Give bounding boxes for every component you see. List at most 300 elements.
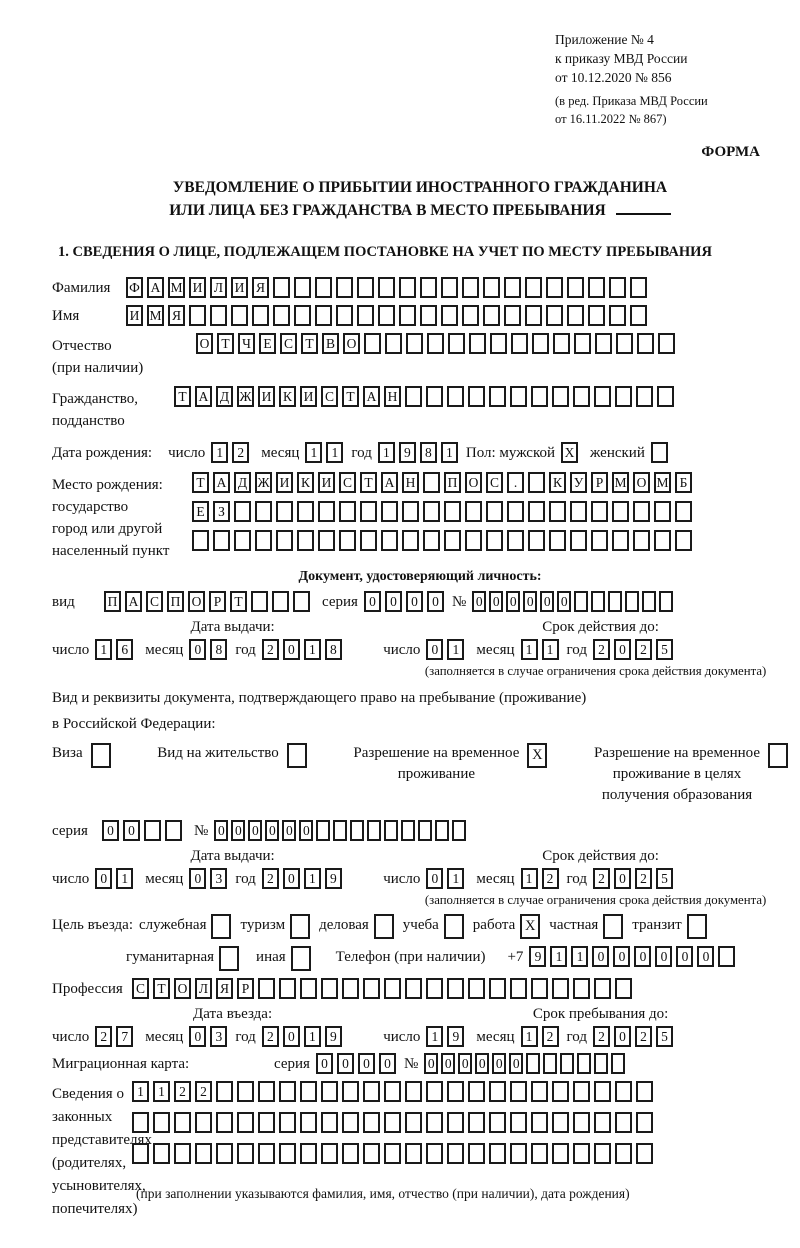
form-cell[interactable] <box>553 333 570 354</box>
form-cell[interactable]: О <box>196 333 213 354</box>
form-cell[interactable] <box>525 305 542 326</box>
form-cell[interactable] <box>594 386 611 407</box>
form-cell[interactable]: 2 <box>95 1026 112 1047</box>
form-cell[interactable]: 0 <box>427 591 444 612</box>
form-cell[interactable]: Т <box>153 978 170 999</box>
form-cell[interactable]: Н <box>402 472 419 493</box>
form-cell[interactable]: 0 <box>231 820 245 841</box>
form-cell[interactable]: П <box>444 472 461 493</box>
form-cell[interactable] <box>318 530 335 551</box>
form-cell[interactable] <box>384 1112 401 1133</box>
form-cell[interactable] <box>468 386 485 407</box>
form-cell[interactable] <box>273 277 290 298</box>
form-cell[interactable] <box>339 530 356 551</box>
form-cell[interactable]: С <box>146 591 163 612</box>
form-cell[interactable] <box>489 386 506 407</box>
form-cell[interactable] <box>435 820 449 841</box>
form-cell[interactable]: 0 <box>676 946 693 967</box>
form-cell[interactable] <box>625 591 639 612</box>
form-cell[interactable]: 0 <box>95 868 112 889</box>
form-cell[interactable] <box>552 1143 569 1164</box>
form-cell[interactable] <box>273 305 290 326</box>
form-cell[interactable] <box>657 386 674 407</box>
form-cell[interactable]: 0 <box>364 591 381 612</box>
form-cell[interactable] <box>546 277 563 298</box>
form-cell[interactable]: 1 <box>550 946 567 967</box>
form-cell[interactable] <box>637 333 654 354</box>
form-cell[interactable] <box>444 501 461 522</box>
form-cell[interactable]: . <box>507 472 524 493</box>
form-cell[interactable]: X <box>527 743 547 768</box>
form-cell[interactable]: И <box>231 277 248 298</box>
form-cell[interactable]: 0 <box>189 639 206 660</box>
form-cell[interactable]: Р <box>591 472 608 493</box>
form-cell[interactable] <box>402 501 419 522</box>
form-cell[interactable] <box>384 820 398 841</box>
form-cell[interactable] <box>483 277 500 298</box>
form-cell[interactable]: Я <box>216 978 233 999</box>
form-cell[interactable] <box>441 277 458 298</box>
form-cell[interactable]: 0 <box>282 820 296 841</box>
form-cell[interactable]: Т <box>360 472 377 493</box>
form-cell[interactable] <box>174 1143 191 1164</box>
form-cell[interactable]: Т <box>230 591 247 612</box>
form-cell[interactable]: К <box>279 386 296 407</box>
form-cell[interactable]: 0 <box>299 820 313 841</box>
form-cell[interactable]: 8 <box>420 442 437 463</box>
form-cell[interactable]: С <box>280 333 297 354</box>
form-cell[interactable]: И <box>189 277 206 298</box>
form-cell[interactable]: 0 <box>337 1053 354 1074</box>
form-cell[interactable]: 2 <box>542 868 559 889</box>
form-cell[interactable]: X <box>561 442 578 463</box>
form-cell[interactable]: 5 <box>656 868 673 889</box>
form-cell[interactable] <box>378 305 395 326</box>
form-cell[interactable] <box>255 501 272 522</box>
form-cell[interactable] <box>507 530 524 551</box>
form-cell[interactable]: 0 <box>189 868 206 889</box>
form-cell[interactable]: 0 <box>557 591 571 612</box>
form-cell[interactable] <box>195 1112 212 1133</box>
form-cell[interactable] <box>210 305 227 326</box>
form-cell[interactable]: 2 <box>195 1081 212 1102</box>
form-cell[interactable]: 0 <box>614 1026 631 1047</box>
form-cell[interactable]: Ф <box>126 277 143 298</box>
form-cell[interactable] <box>510 978 527 999</box>
form-cell[interactable]: 1 <box>132 1081 149 1102</box>
form-cell[interactable]: 1 <box>305 442 322 463</box>
form-cell[interactable] <box>718 946 735 967</box>
form-cell[interactable]: Т <box>301 333 318 354</box>
form-cell[interactable] <box>659 591 673 612</box>
form-cell[interactable]: А <box>363 386 380 407</box>
form-cell[interactable]: С <box>486 472 503 493</box>
form-cell[interactable]: 0 <box>406 591 423 612</box>
form-cell[interactable] <box>630 305 647 326</box>
form-cell[interactable] <box>630 277 647 298</box>
form-cell[interactable] <box>615 386 632 407</box>
form-cell[interactable]: А <box>381 472 398 493</box>
form-cell[interactable]: Н <box>384 386 401 407</box>
form-cell[interactable] <box>423 472 440 493</box>
form-cell[interactable] <box>525 277 542 298</box>
form-cell[interactable] <box>510 1081 527 1102</box>
form-cell[interactable] <box>216 1081 233 1102</box>
form-cell[interactable]: А <box>195 386 212 407</box>
form-cell[interactable]: 1 <box>447 639 464 660</box>
form-cell[interactable] <box>336 305 353 326</box>
form-cell[interactable]: 9 <box>325 868 342 889</box>
form-cell[interactable] <box>594 1053 608 1074</box>
form-cell[interactable] <box>465 530 482 551</box>
form-cell[interactable] <box>342 1112 359 1133</box>
form-cell[interactable] <box>574 333 591 354</box>
form-cell[interactable] <box>615 1081 632 1102</box>
form-cell[interactable] <box>237 1112 254 1133</box>
form-cell[interactable] <box>357 305 374 326</box>
form-cell[interactable] <box>528 501 545 522</box>
form-cell[interactable]: И <box>300 386 317 407</box>
form-cell[interactable] <box>321 1143 338 1164</box>
form-cell[interactable]: 0 <box>634 946 651 967</box>
form-cell[interactable] <box>402 530 419 551</box>
form-cell[interactable]: 1 <box>441 442 458 463</box>
form-cell[interactable] <box>342 1143 359 1164</box>
form-cell[interactable]: 1 <box>426 1026 443 1047</box>
form-cell[interactable] <box>258 1112 275 1133</box>
form-cell[interactable] <box>468 1112 485 1133</box>
form-cell[interactable] <box>219 946 239 971</box>
form-cell[interactable] <box>609 305 626 326</box>
form-cell[interactable] <box>447 1143 464 1164</box>
form-cell[interactable] <box>531 386 548 407</box>
form-cell[interactable] <box>768 743 788 768</box>
form-cell[interactable] <box>426 1143 443 1164</box>
form-cell[interactable] <box>342 1081 359 1102</box>
form-cell[interactable] <box>570 530 587 551</box>
form-cell[interactable] <box>384 1081 401 1102</box>
form-cell[interactable] <box>528 472 545 493</box>
form-cell[interactable] <box>237 1081 254 1102</box>
form-cell[interactable]: 1 <box>304 639 321 660</box>
form-cell[interactable] <box>279 1081 296 1102</box>
form-cell[interactable] <box>237 1143 254 1164</box>
form-cell[interactable]: Ж <box>255 472 272 493</box>
form-cell[interactable]: 0 <box>379 1053 396 1074</box>
form-cell[interactable]: 2 <box>593 868 610 889</box>
form-cell[interactable] <box>465 501 482 522</box>
form-cell[interactable] <box>297 530 314 551</box>
form-cell[interactable] <box>654 501 671 522</box>
form-cell[interactable] <box>616 333 633 354</box>
form-cell[interactable] <box>339 501 356 522</box>
form-cell[interactable] <box>560 1053 574 1074</box>
form-cell[interactable] <box>504 305 521 326</box>
form-cell[interactable]: 3 <box>210 1026 227 1047</box>
form-cell[interactable]: 1 <box>521 639 538 660</box>
form-cell[interactable] <box>594 1143 611 1164</box>
form-cell[interactable] <box>132 1112 149 1133</box>
form-cell[interactable] <box>532 333 549 354</box>
form-cell[interactable] <box>549 530 566 551</box>
form-cell[interactable]: Р <box>209 591 226 612</box>
form-cell[interactable] <box>258 1143 275 1164</box>
form-cell[interactable] <box>675 530 692 551</box>
form-cell[interactable]: С <box>132 978 149 999</box>
form-cell[interactable] <box>426 1112 443 1133</box>
form-cell[interactable]: 0 <box>426 868 443 889</box>
form-cell[interactable] <box>489 978 506 999</box>
form-cell[interactable]: 0 <box>426 639 443 660</box>
form-cell[interactable]: 0 <box>316 1053 333 1074</box>
form-cell[interactable] <box>211 914 231 939</box>
form-cell[interactable] <box>279 1143 296 1164</box>
form-cell[interactable]: 0 <box>189 1026 206 1047</box>
form-cell[interactable] <box>384 1143 401 1164</box>
form-cell[interactable] <box>192 530 209 551</box>
form-cell[interactable] <box>615 978 632 999</box>
form-cell[interactable]: 0 <box>123 820 140 841</box>
form-cell[interactable] <box>531 1143 548 1164</box>
form-cell[interactable] <box>642 591 656 612</box>
form-cell[interactable] <box>258 978 275 999</box>
form-cell[interactable] <box>385 333 402 354</box>
form-cell[interactable] <box>591 530 608 551</box>
form-cell[interactable] <box>510 386 527 407</box>
form-cell[interactable] <box>654 530 671 551</box>
form-cell[interactable] <box>549 501 566 522</box>
form-cell[interactable] <box>315 305 332 326</box>
form-cell[interactable] <box>287 743 307 768</box>
form-cell[interactable] <box>426 978 443 999</box>
form-cell[interactable] <box>511 333 528 354</box>
form-cell[interactable]: 1 <box>304 868 321 889</box>
form-cell[interactable]: Т <box>174 386 191 407</box>
form-cell[interactable]: 2 <box>174 1081 191 1102</box>
form-cell[interactable]: Т <box>192 472 209 493</box>
form-cell[interactable] <box>594 1081 611 1102</box>
form-cell[interactable]: 0 <box>475 1053 489 1074</box>
form-cell[interactable] <box>216 1143 233 1164</box>
form-cell[interactable] <box>374 914 394 939</box>
form-cell[interactable] <box>291 946 311 971</box>
form-cell[interactable]: 2 <box>542 1026 559 1047</box>
form-cell[interactable] <box>469 333 486 354</box>
form-cell[interactable] <box>321 1081 338 1102</box>
form-cell[interactable] <box>573 386 590 407</box>
form-cell[interactable]: 8 <box>325 639 342 660</box>
form-cell[interactable]: 2 <box>232 442 249 463</box>
form-cell[interactable] <box>318 501 335 522</box>
form-cell[interactable] <box>420 277 437 298</box>
form-cell[interactable] <box>426 386 443 407</box>
form-cell[interactable]: 1 <box>521 1026 538 1047</box>
form-cell[interactable] <box>452 820 466 841</box>
form-cell[interactable]: И <box>126 305 143 326</box>
form-cell[interactable] <box>468 1081 485 1102</box>
form-cell[interactable] <box>300 1081 317 1102</box>
form-cell[interactable]: 1 <box>211 442 228 463</box>
form-cell[interactable] <box>367 820 381 841</box>
form-cell[interactable] <box>651 442 668 463</box>
form-cell[interactable] <box>294 277 311 298</box>
form-cell[interactable] <box>552 1081 569 1102</box>
form-cell[interactable] <box>636 1081 653 1102</box>
form-cell[interactable] <box>144 820 161 841</box>
form-cell[interactable] <box>636 386 653 407</box>
form-cell[interactable]: 1 <box>447 868 464 889</box>
form-cell[interactable] <box>595 333 612 354</box>
form-cell[interactable]: 2 <box>635 639 652 660</box>
form-cell[interactable]: 0 <box>614 868 631 889</box>
form-cell[interactable] <box>447 1112 464 1133</box>
form-cell[interactable] <box>490 333 507 354</box>
form-cell[interactable] <box>300 978 317 999</box>
form-cell[interactable]: 9 <box>325 1026 342 1047</box>
form-cell[interactable]: 1 <box>326 442 343 463</box>
form-cell[interactable]: К <box>549 472 566 493</box>
form-cell[interactable] <box>336 277 353 298</box>
form-cell[interactable] <box>603 914 623 939</box>
form-cell[interactable]: Ж <box>237 386 254 407</box>
form-cell[interactable]: Е <box>192 501 209 522</box>
form-cell[interactable]: Я <box>252 277 269 298</box>
form-cell[interactable] <box>399 277 416 298</box>
form-cell[interactable]: 0 <box>655 946 672 967</box>
form-cell[interactable]: И <box>318 472 335 493</box>
form-cell[interactable] <box>405 1112 422 1133</box>
form-cell[interactable] <box>426 1081 443 1102</box>
form-cell[interactable] <box>612 501 629 522</box>
form-cell[interactable]: 6 <box>116 639 133 660</box>
form-cell[interactable] <box>423 501 440 522</box>
form-cell[interactable] <box>350 820 364 841</box>
form-cell[interactable] <box>633 530 650 551</box>
form-cell[interactable]: 0 <box>265 820 279 841</box>
form-cell[interactable] <box>174 1112 191 1133</box>
form-cell[interactable]: Л <box>210 277 227 298</box>
form-cell[interactable] <box>489 1112 506 1133</box>
form-cell[interactable] <box>364 333 381 354</box>
form-cell[interactable] <box>363 1081 380 1102</box>
form-cell[interactable]: 0 <box>102 820 119 841</box>
form-cell[interactable] <box>447 386 464 407</box>
form-cell[interactable] <box>315 277 332 298</box>
form-cell[interactable]: О <box>343 333 360 354</box>
form-cell[interactable]: 0 <box>358 1053 375 1074</box>
form-cell[interactable] <box>636 1143 653 1164</box>
form-cell[interactable] <box>231 305 248 326</box>
form-cell[interactable] <box>213 530 230 551</box>
form-cell[interactable] <box>573 1143 590 1164</box>
form-cell[interactable] <box>363 978 380 999</box>
form-cell[interactable] <box>468 978 485 999</box>
form-cell[interactable] <box>444 914 464 939</box>
form-cell[interactable]: И <box>258 386 275 407</box>
form-cell[interactable] <box>378 277 395 298</box>
form-cell[interactable] <box>132 1143 149 1164</box>
form-cell[interactable]: Я <box>168 305 185 326</box>
form-cell[interactable] <box>255 530 272 551</box>
form-cell[interactable] <box>552 978 569 999</box>
form-cell[interactable]: 1 <box>378 442 395 463</box>
form-cell[interactable]: 0 <box>283 868 300 889</box>
form-cell[interactable] <box>381 501 398 522</box>
form-cell[interactable]: Е <box>259 333 276 354</box>
form-cell[interactable]: 2 <box>593 639 610 660</box>
form-cell[interactable]: 0 <box>592 946 609 967</box>
form-cell[interactable] <box>406 333 423 354</box>
form-cell[interactable]: 5 <box>656 1026 673 1047</box>
form-cell[interactable] <box>216 1112 233 1133</box>
form-cell[interactable]: 2 <box>635 868 652 889</box>
form-cell[interactable]: 5 <box>656 639 673 660</box>
form-cell[interactable] <box>591 501 608 522</box>
form-cell[interactable]: 0 <box>472 591 486 612</box>
form-cell[interactable] <box>594 1112 611 1133</box>
form-cell[interactable] <box>462 305 479 326</box>
form-cell[interactable]: 1 <box>542 639 559 660</box>
form-cell[interactable]: 1 <box>571 946 588 967</box>
form-cell[interactable] <box>441 305 458 326</box>
form-cell[interactable] <box>363 1143 380 1164</box>
form-cell[interactable] <box>588 305 605 326</box>
form-cell[interactable] <box>300 1143 317 1164</box>
form-cell[interactable] <box>567 277 584 298</box>
form-cell[interactable]: 1 <box>304 1026 321 1047</box>
form-cell[interactable]: З <box>213 501 230 522</box>
form-cell[interactable] <box>531 1081 548 1102</box>
form-cell[interactable]: 0 <box>248 820 262 841</box>
form-cell[interactable]: М <box>147 305 164 326</box>
form-cell[interactable] <box>510 1112 527 1133</box>
form-cell[interactable] <box>189 305 206 326</box>
form-cell[interactable]: 0 <box>697 946 714 967</box>
form-cell[interactable]: С <box>321 386 338 407</box>
form-cell[interactable] <box>504 277 521 298</box>
form-cell[interactable]: В <box>322 333 339 354</box>
form-cell[interactable] <box>448 333 465 354</box>
form-cell[interactable]: 0 <box>283 1026 300 1047</box>
form-cell[interactable] <box>363 1112 380 1133</box>
form-cell[interactable]: О <box>174 978 191 999</box>
form-cell[interactable] <box>276 530 293 551</box>
form-cell[interactable] <box>153 1143 170 1164</box>
form-cell[interactable]: 2 <box>593 1026 610 1047</box>
form-cell[interactable]: 0 <box>613 946 630 967</box>
form-cell[interactable] <box>687 914 707 939</box>
form-cell[interactable]: М <box>612 472 629 493</box>
form-cell[interactable]: 0 <box>424 1053 438 1074</box>
form-cell[interactable] <box>546 305 563 326</box>
form-cell[interactable] <box>234 530 251 551</box>
form-cell[interactable]: М <box>654 472 671 493</box>
form-cell[interactable] <box>468 1143 485 1164</box>
form-cell[interactable] <box>405 386 422 407</box>
form-cell[interactable]: П <box>167 591 184 612</box>
form-cell[interactable]: П <box>104 591 121 612</box>
form-cell[interactable] <box>573 1081 590 1102</box>
form-cell[interactable] <box>333 820 347 841</box>
form-cell[interactable] <box>357 277 374 298</box>
form-cell[interactable] <box>381 530 398 551</box>
form-cell[interactable] <box>342 978 359 999</box>
form-cell[interactable]: 0 <box>523 591 537 612</box>
form-cell[interactable] <box>462 277 479 298</box>
form-cell[interactable]: 0 <box>385 591 402 612</box>
form-cell[interactable]: 2 <box>262 639 279 660</box>
form-cell[interactable] <box>258 1081 275 1102</box>
